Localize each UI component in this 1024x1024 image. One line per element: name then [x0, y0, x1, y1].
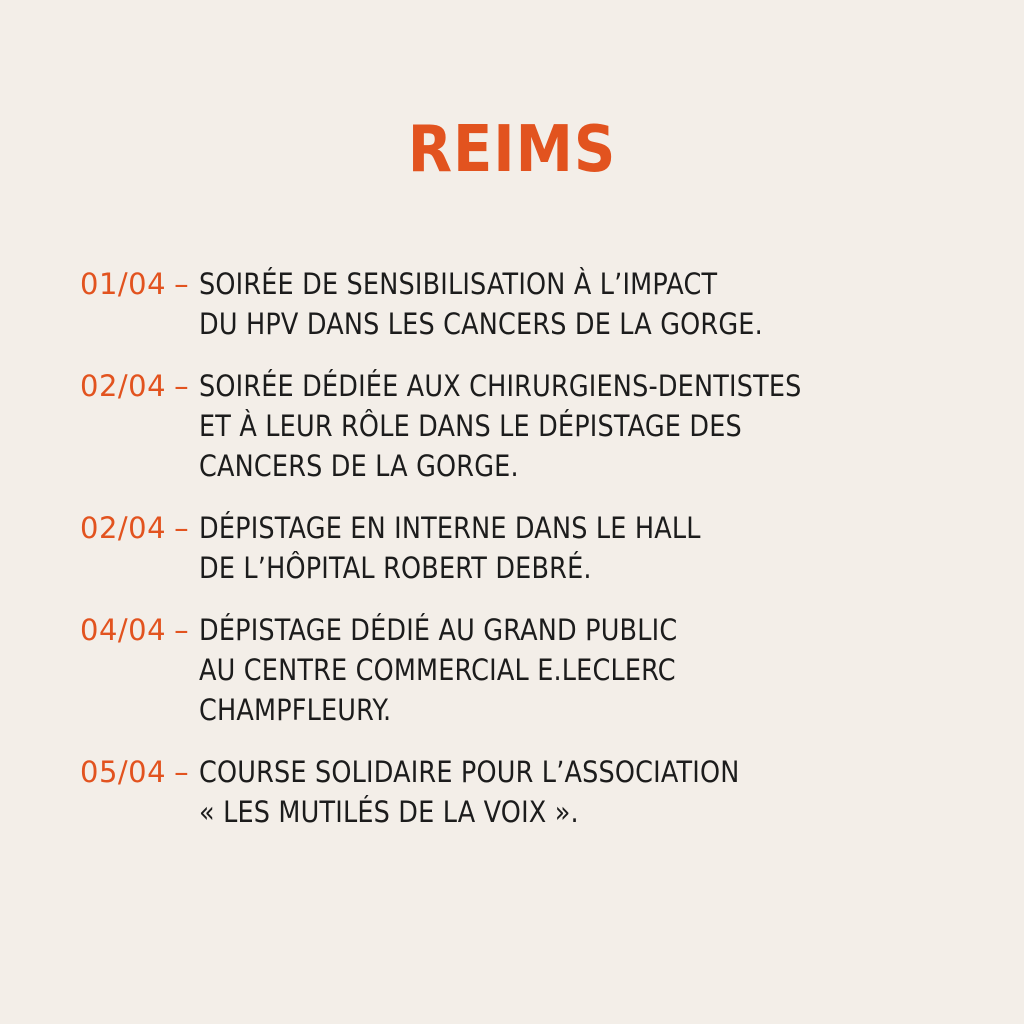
event-dash: – [174, 369, 189, 403]
event-item [80, 610, 980, 730]
event-description [199, 610, 743, 730]
event-description-line: SOIRÉE DÉDIÉE AUX CHIRURGIENS-DENTISTES [198, 369, 802, 403]
event-date: 05/04 [80, 755, 167, 789]
event-dash: – [174, 755, 189, 789]
event-description [199, 508, 769, 588]
event-dash: – [174, 613, 189, 647]
event-description-line: SOIRÉE DE SENSIBILISATION À L’IMPACT [198, 267, 717, 301]
event-item [80, 752, 980, 832]
event-description-line: DE L’HÔPITAL ROBERT DEBRÉ. [198, 551, 592, 585]
event-description-line: ET À LEUR RÔLE DANS LE DÉPISTAGE DES [198, 409, 742, 443]
event-dash: – [174, 511, 189, 545]
page-title: REIMS [407, 113, 617, 187]
event-description-line: AU CENTRE COMMERCIAL E.LECLERC [198, 653, 676, 687]
event-date: 02/04 [80, 369, 167, 403]
event-description-line: DU HPV DANS LES CANCERS DE LA GORGE. [198, 307, 763, 341]
event-description [199, 752, 813, 832]
event-description-line: CANCERS DE LA GORGE. [198, 449, 519, 483]
event-description-line: « LES MUTILÉS DE LA VOIX ». [198, 795, 579, 829]
event-list [80, 264, 980, 854]
event-description-line: CHAMPFLEURY. [198, 693, 391, 727]
event-date: 02/04 [80, 511, 167, 545]
event-date: 01/04 [80, 267, 167, 301]
event-dash: – [174, 267, 189, 301]
event-description [199, 264, 840, 344]
event-item [80, 508, 980, 588]
event-description-line: DÉPISTAGE EN INTERNE DANS LE HALL [198, 511, 701, 545]
event-item [80, 264, 980, 344]
event-date: 04/04 [80, 613, 167, 647]
event-description [199, 366, 884, 486]
event-description-line: DÉPISTAGE DÉDIÉ AU GRAND PUBLIC [198, 613, 677, 647]
event-description-line: COURSE SOLIDAIRE POUR L’ASSOCIATION [198, 755, 740, 789]
event-item [80, 366, 980, 486]
